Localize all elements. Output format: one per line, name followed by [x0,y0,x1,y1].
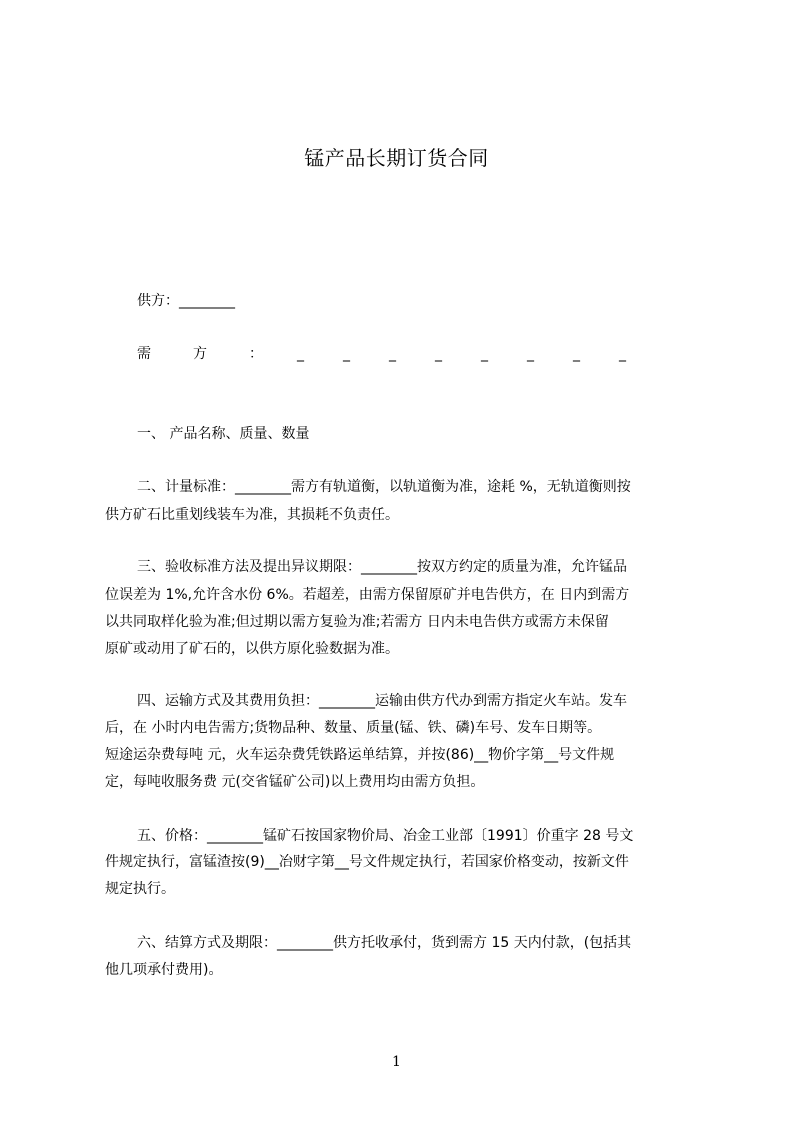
section-3-line-4: 原矿或动用了矿石的，以供方原化验数据为准。 [105,641,399,657]
document-title: 锰产品长期订货合同 [304,146,489,170]
section-5-line-2: 件规定执行，富锰渣按(9)__冶财字第__号文件规定执行，若国家价格变动，按新文件 [105,854,629,870]
section-1-heading: 一、 产品名称、质量、数量 [137,426,310,442]
buyer-label-char-2: 方 [193,346,207,362]
section-4-line-3: 短途运杂费每吨 元，火车运杂费凭铁路运单结算，并按(86)__物价字第__号文件规 [105,747,615,763]
section-6-line-2: 他几项承付费用)。 [105,962,223,978]
section-3-line-2: 位误差为 1%,允许含水份 6%。若超差，由需方保留原矿并电告供方，在 日内到需方 [105,587,630,603]
page-number: 1 [392,1054,401,1070]
section-2-line-1: 二、计量标准：________需方有轨道衡，以轨道衡为准，途耗 %，无轨道衡则按 [137,479,631,495]
supplier-line: 供方：________ [137,293,235,309]
section-4-line-2: 后，在 小时内电告需方;货物品种、数量、质量(锰、铁、磷)车号、发车日期等。 [105,720,602,736]
buyer-blank: ________ [297,346,665,362]
section-4-line-4: 定，每吨收服务费 元(交省锰矿公司)以上费用均由需方负担。 [105,774,485,790]
section-5-line-1: 五、价格：________锰矿石按国家物价局、冶金工业部〔1991〕价重字 28 号文 [137,828,634,844]
section-5-line-3: 规定执行。 [105,881,175,897]
buyer-line [137,344,665,364]
section-6-line-1: 六、结算方式及期限：________供方托收承付，货到需方 15 天内付款，(包括其 [137,935,632,951]
section-3-line-1: 三、验收标准方法及提出异议期限：________按双方约定的质量为准，允许锰品 [137,559,627,575]
buyer-label-char-1: 需 [137,346,151,362]
buyer-label-colon: ： [249,346,263,362]
section-2-line-2: 供方矿石比重划线装车为准，其损耗不负责任。 [105,507,399,523]
section-3-line-3: 以共同取样化验为准;但过期以需方复验为准;若需方 日内未电告供方或需方未保留 [105,614,609,630]
section-4-line-1: 四、运输方式及其费用负担：________运输由供方代办到需方指定火车站。发车 [137,693,627,709]
